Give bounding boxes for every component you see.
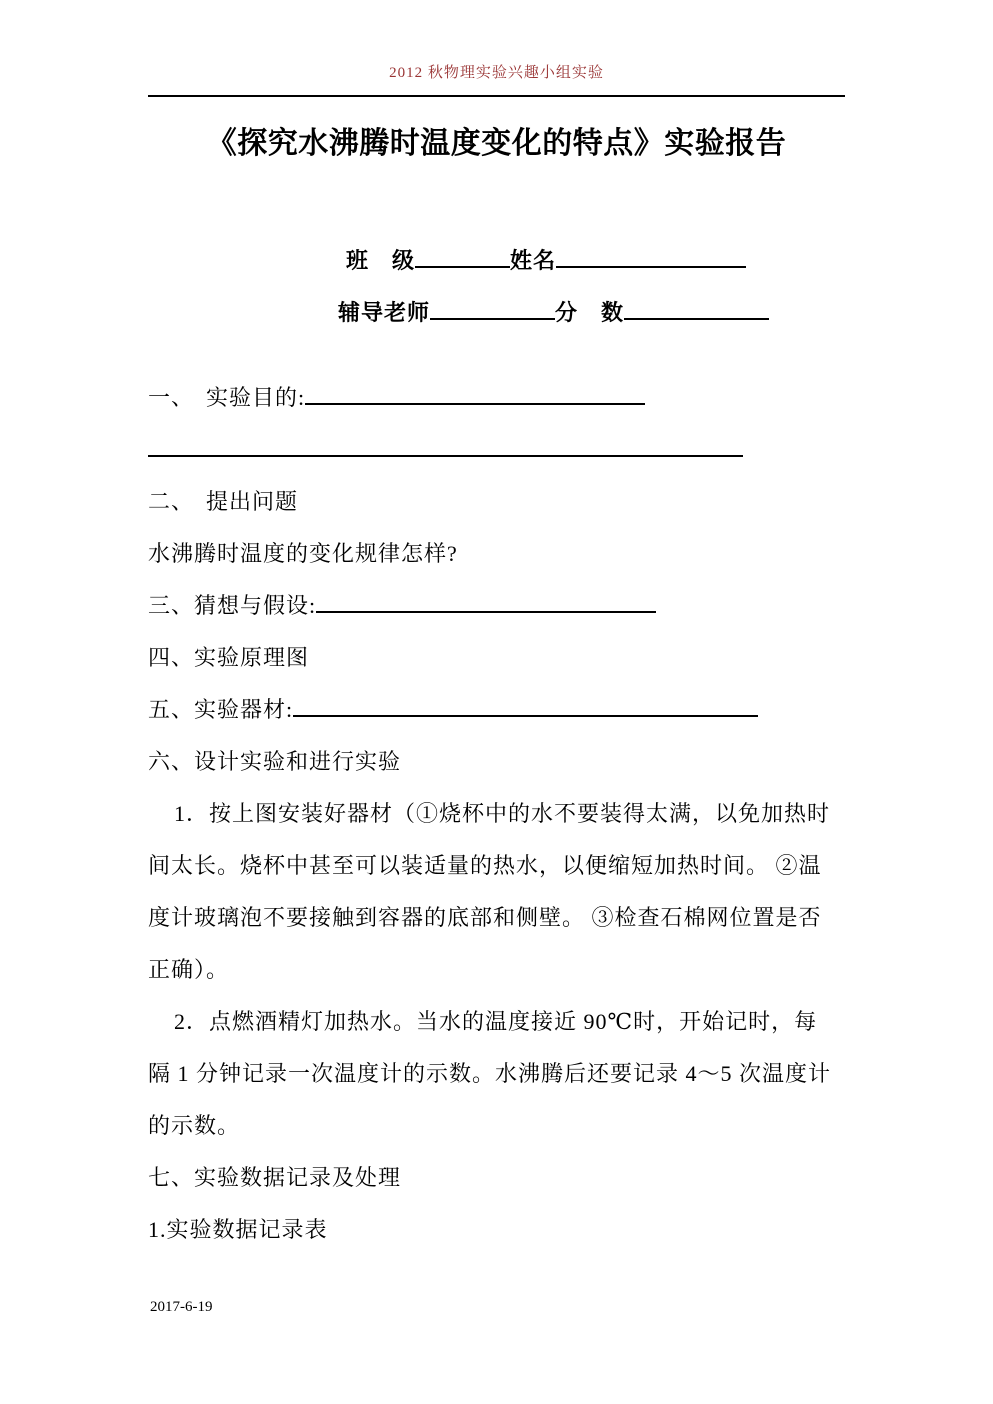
document-body <box>0 235 993 1256</box>
step1-line-1: 1．按上图安装好器材（①烧杯中的水不要装得太满，以免加热时 <box>174 801 831 826</box>
section-heading-data-record: 七、实验数据记录及处理 <box>148 1165 402 1190</box>
purpose-continuation-row <box>148 424 845 476</box>
class-label: 班 级 <box>346 248 416 273</box>
footer-date: 2017-6-19 <box>150 1299 213 1315</box>
purpose-continuation-blank <box>148 433 743 457</box>
step2-line-1: 2．点燃酒精灯加热水。当水的温度接近 90℃时，开始记时，每 <box>174 1009 818 1034</box>
section-heading-question: 二、 提出问题 <box>148 489 299 514</box>
header-title: 2012 秋物理实验兴趣小组实验 <box>389 65 604 81</box>
apparatus-blank-field <box>293 693 758 717</box>
step1-line-3: 度计玻璃泡不要接触到容器的底部和侧壁。 ③检查石棉网位置是否 <box>148 905 822 930</box>
page-title: 《探究水沸腾时温度变化的特点》实验报告 <box>206 127 787 160</box>
step1-line-2: 间太长。烧杯中甚至可以装适量的热水，以便缩短加热时间。 ②温 <box>148 853 822 878</box>
student-name-blank-field <box>556 244 746 268</box>
section-heading-apparatus <box>148 684 845 736</box>
data-record-table-label: 1.实验数据记录表 <box>148 1217 328 1242</box>
step2-line-3: 的示数。 <box>148 1113 241 1138</box>
hypothesis-label: 三、猜想与假设: <box>148 593 317 618</box>
purpose-label: 一、 实验目的: <box>148 385 306 410</box>
apparatus-label: 五、实验器材: <box>148 697 294 722</box>
student-name-label: 姓名 <box>510 248 557 273</box>
page-header <box>0 0 993 84</box>
header-rule <box>148 95 845 97</box>
question-text: 水沸腾时温度的变化规律怎样? <box>148 541 458 566</box>
class-name-row <box>346 235 845 287</box>
section-heading-principle-diagram: 四、实验原理图 <box>148 645 310 670</box>
score-label: 分 数 <box>555 300 625 325</box>
section-heading-design: 六、设计实验和进行实验 <box>148 749 402 774</box>
section-heading-purpose <box>148 372 845 424</box>
step2-line-2: 隔 1 分钟记录一次温度计的示数。水沸腾后还要记录 4～5 次温度计 <box>148 1061 832 1086</box>
section-heading-hypothesis <box>148 580 845 632</box>
info-form <box>148 235 845 339</box>
step1-line-4: 正确）。 <box>148 957 230 982</box>
sections <box>148 372 845 1256</box>
score-blank-field <box>624 296 769 320</box>
tutor-label: 辅导老师 <box>338 300 431 325</box>
tutor-score-row <box>338 287 845 339</box>
hypothesis-blank-field <box>316 589 656 613</box>
tutor-blank-field <box>430 296 555 320</box>
purpose-blank-field <box>305 381 645 405</box>
class-blank-field <box>415 244 510 268</box>
